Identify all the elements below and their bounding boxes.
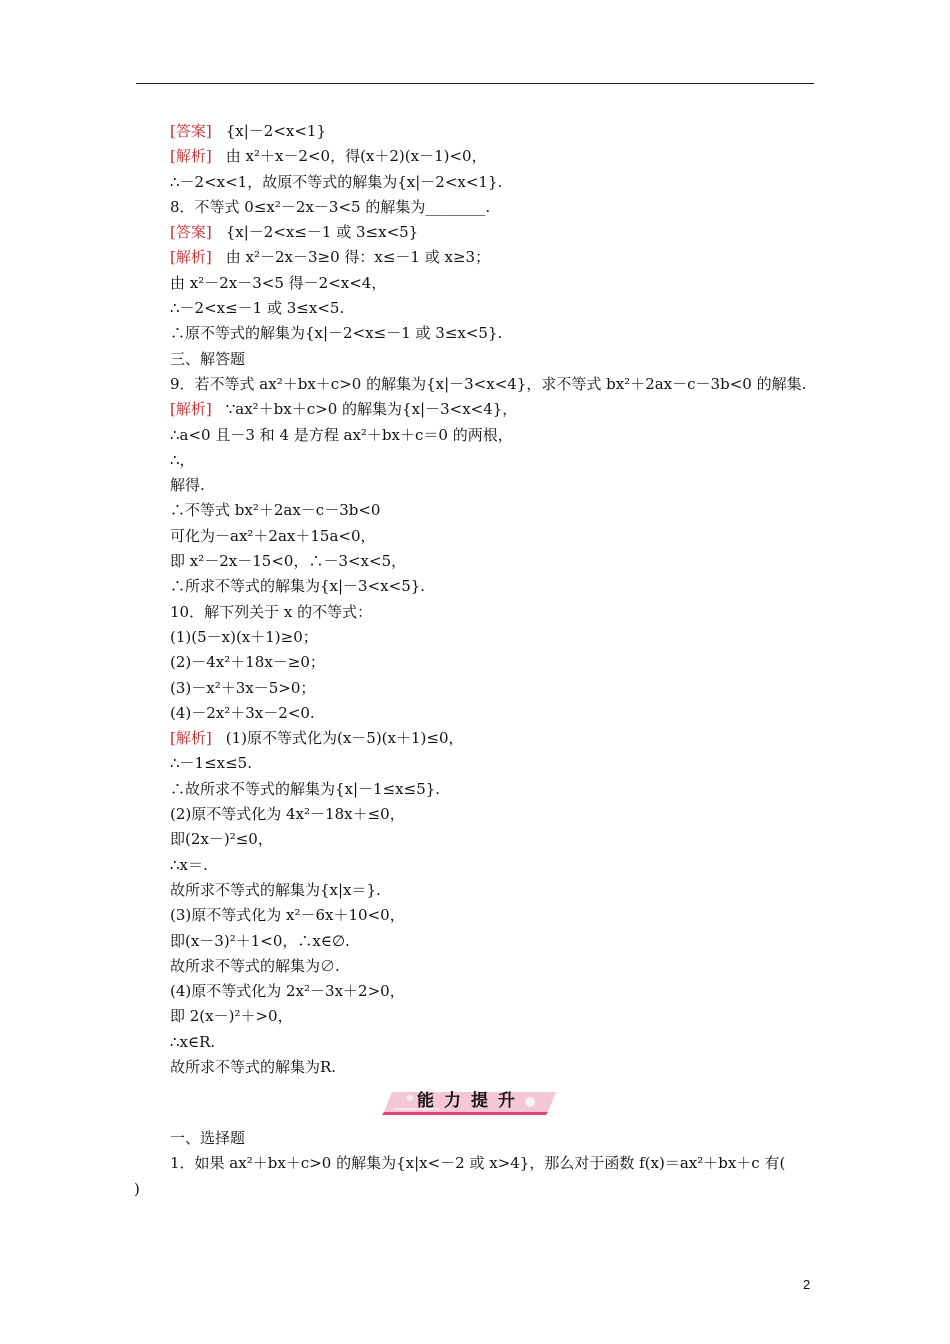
text-line: ∴x∈R. xyxy=(170,1032,216,1051)
banner-title: 能力提升 xyxy=(417,1091,525,1111)
text-line: ∴a<0 且－3 和 4 是方程 ax²＋bx＋c＝0 的两根， xyxy=(170,425,513,444)
text-line: 故所求不等式的解集为∅. xyxy=(170,956,340,975)
text-line: ∴x＝. xyxy=(170,855,208,874)
answer-tag: [答案] xyxy=(170,223,212,242)
question-8: 8．不等式 0≤x²－2x－3<5 的解集为________. xyxy=(170,197,491,216)
text-line: 由 x²－2x－3<5 得－2<x<4， xyxy=(170,273,387,292)
text-line: ∴不等式 bx²＋2ax－c－3b<0 xyxy=(170,501,381,520)
page-number: 2 xyxy=(803,1277,811,1292)
text-line: 可化为－ax²＋2ax＋15a<0， xyxy=(170,526,376,545)
ability-banner xyxy=(380,1088,562,1116)
text-line: ∴－2<x<1，故原不等式的解集为{x|－2<x<1}. xyxy=(170,172,503,191)
text-line: ∴－1≤x≤5. xyxy=(170,754,252,773)
analysis-tag: [解析] xyxy=(170,729,212,748)
analysis-tag: [解析] xyxy=(170,400,212,419)
answer-line: [答案] {x|－2<x<1} xyxy=(170,122,327,140)
text-line: 即(2x－)²≤0， xyxy=(170,830,273,849)
text-line: ∴， xyxy=(170,450,195,469)
text-line: 故所求不等式的解集为{x|x＝}. xyxy=(170,880,381,899)
section-heading: 三、解答题 xyxy=(170,349,246,368)
analysis-line: [解析] (1)原不等式化为(x－5)(x＋1)≤0， xyxy=(170,729,464,748)
question-9: 9．若不等式 ax²＋bx＋c>0 的解集为{x|－3<x<4}，求不等式 bx²＋2ax－c－3b<0 的解集. xyxy=(170,374,807,393)
text-line: ∴所求不等式的解集为{x|－3<x<5}. xyxy=(170,577,426,596)
analysis-line: [解析] 由 x²＋x－2<0，得(x＋2)(x－1)<0， xyxy=(170,147,487,166)
text-line: ∴－2<x≤－1 或 3≤x<5. xyxy=(170,299,345,318)
analysis-line: [解析] 由 x²－2x－3≥0 得：x≤－1 或 x≥3； xyxy=(170,248,491,267)
text-line: (2)原不等式化为 4x²－18x＋≤0， xyxy=(170,805,405,824)
text-line: ∴原不等式的解集为{x|－2<x≤－1 或 3≤x<5}. xyxy=(170,324,503,343)
question-1-continuation: ) xyxy=(134,1179,140,1198)
analysis-tag: [解析] xyxy=(170,248,212,267)
answer-line: [答案] {x|－2<x≤－1 或 3≤x<5} xyxy=(170,223,419,242)
subquestion: (1)(5－x)(x＋1)≥0； xyxy=(170,627,318,646)
analysis-tag: [解析] xyxy=(170,147,212,166)
document-body xyxy=(170,119,830,1080)
text-line: ∴故所求不等式的解集为{x|－1≤x≤5}. xyxy=(170,779,441,798)
header-rule xyxy=(136,83,814,84)
subquestion: (3)－x²＋3x－5>0； xyxy=(170,678,316,697)
subquestion: (4)－2x²＋3x－2<0. xyxy=(170,703,315,722)
answer-tag: [答案] xyxy=(170,122,212,140)
text-line: 即(x－3)²＋1<0，∴x∈∅. xyxy=(170,931,350,950)
subquestion: (2)－4x²＋18x－≥0； xyxy=(170,653,325,672)
section-heading: 一、选择题 xyxy=(170,1129,246,1147)
text-line: (4)原不等式化为 2x²－3x＋2>0， xyxy=(170,982,405,1001)
question-10: 10．解下列关于 x 的不等式： xyxy=(170,602,373,621)
text-line: 即 x²－2x－15<0，∴－3<x<5， xyxy=(170,552,407,571)
text-line: 解得. xyxy=(170,476,205,495)
analysis-line: [解析] ∵ax²＋bx＋c>0 的解集为{x|－3<x<4}， xyxy=(170,400,518,419)
text-line: 即 2(x－)²＋>0， xyxy=(170,1007,293,1026)
question-1: 1．如果 ax²＋bx＋c>0 的解集为{x|x<－2 或 x>4}，那么对于函数 f(x)＝ax²＋bx＋c 有( xyxy=(170,1154,786,1173)
after-banner-section xyxy=(134,1126,830,1202)
text-line: 故所求不等式的解集为R. xyxy=(170,1057,337,1076)
text-line: (3)原不等式化为 x²－6x＋10<0， xyxy=(170,906,405,925)
